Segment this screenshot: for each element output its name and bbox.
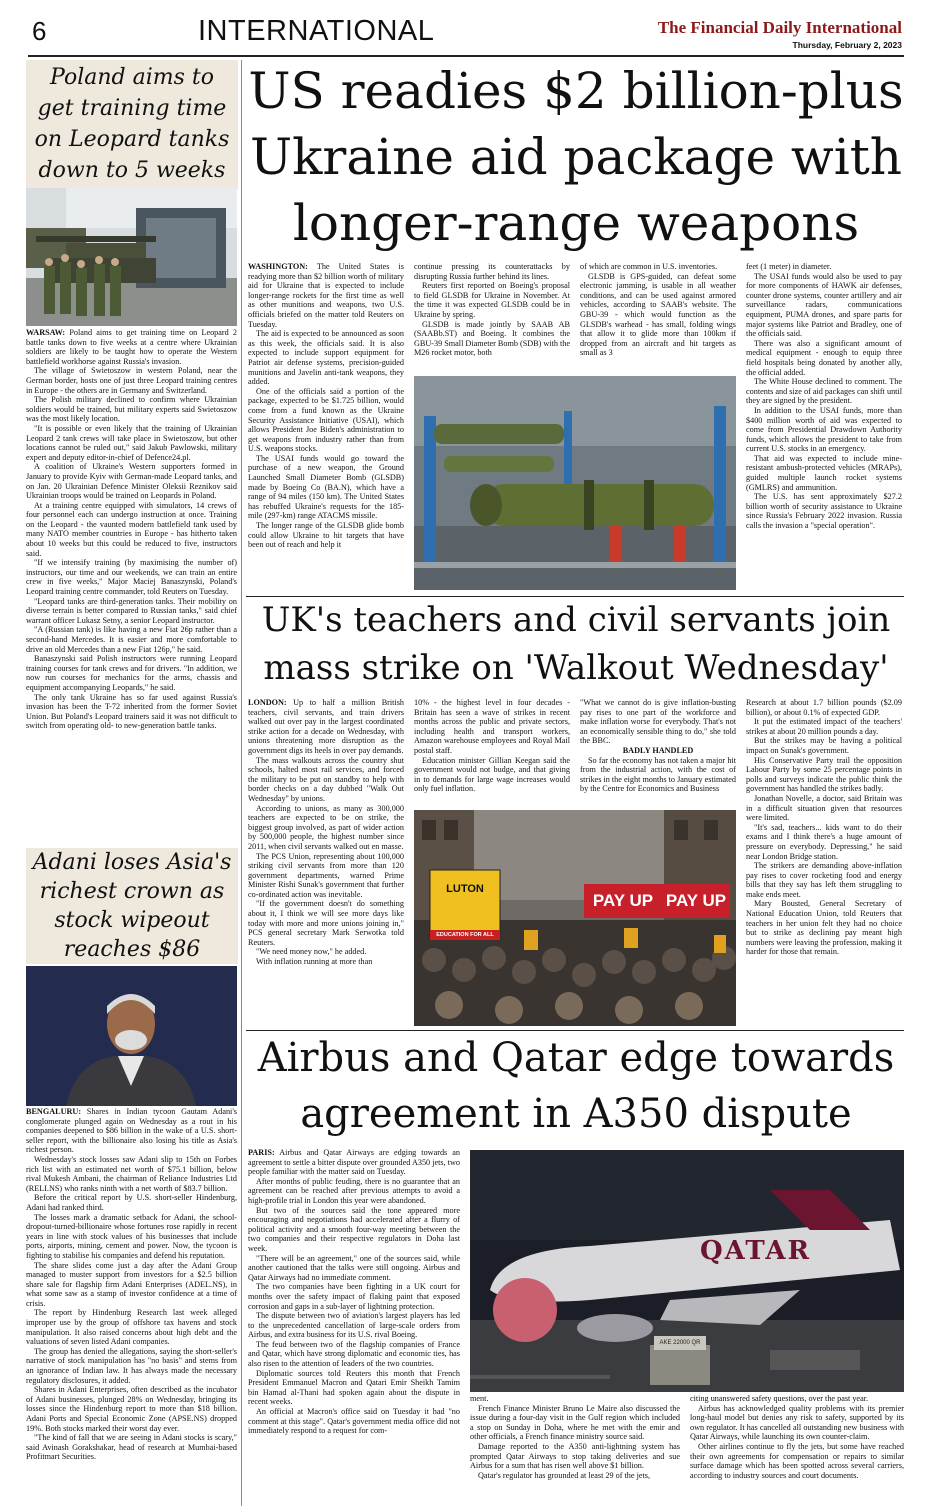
- uk-dateline: LONDON:: [248, 698, 287, 707]
- us-paragraph: The United States is readying more than $2 billion worth of military aid for Ukraine that is expected to include longer-range rockets for the first time as well as other munitions and weapons, two U.S. officials briefed on the matter told Reuters on Tuesday.: [248, 262, 404, 329]
- uk-paragraph: "What we cannot do is give inflation-busting pay rises to one part of the workforce and make inflation worse for everybody. That's not an economically sensible thing to do," she told the BBC.: [580, 698, 736, 746]
- us-col1: [248, 262, 404, 594]
- airbus-paragraph: "There will be an agreement," one of the sources said, while another cautioned that the talks were still ongoing. Airbus and Qatar Airways had no immediate comment.: [248, 1253, 460, 1282]
- poland-paragraph: A coalition of Ukraine's Western supporters formed in January to provide Kyiv with German-made Leopard tanks, and on Jan. 20 Ukrainian Defence Minister Oleksii Reznikov said Ukrainian troops would be trained on Leopards in Poland.: [26, 462, 237, 501]
- livery-text: QATAR: [700, 1236, 812, 1266]
- poland-paragraph: "It is possible or even likely that the training of Ukrainian Leopard 2 tank crews will take place in Swietoszow, but other locations cannot be ruled out," said Jakub Pawlowski, military expert and deputy editor-in-chief of Defence24.pl.: [26, 423, 237, 462]
- poland-paragraph: The only tank Ukraine has so far used against Russia's invasion has been the T-72 inherited from the former Soviet Union. But Poland's Leopard trainers said it was not difficult to switch from operating old- to new-generation battle tanks.: [26, 692, 237, 731]
- uk-paragraph: The strikers are demanding above-inflation pay rises to cover rocketing food and energy bills that they say has left them struggling to make ends meet.: [746, 861, 902, 899]
- missile-production-image: [414, 376, 736, 590]
- adani-paragraph: Shares in Indian tycoon Gautam Adani's conglomerate plunged again on Wednesday as a rout in his companies deepened to $86 billion in the wake of a U.S. short-seller report, with the billionaire also losing his title as Asia's richest person.: [26, 1107, 237, 1155]
- page-number: 6: [32, 16, 47, 46]
- cargo-container-label: AKE 22000 QR: [659, 1340, 701, 1346]
- airbus-photo: [470, 1150, 904, 1392]
- poland-body: [26, 328, 237, 848]
- paper-name: The Financial Daily International: [657, 18, 902, 37]
- poland-paragraph: At a training centre equipped with simulators, 14 crews of four personnel each can undergo instruction at once. Training on the Leopard - the vaunted modern battlefield tank used by many NATO member countries in Europe - has hitherto taken about 10 weeks but this could be reduced to five, instructors said.: [26, 500, 237, 558]
- uk-paragraph: "It's sad, teachers... kids want to do their exams and I think there's a huge amount of pressure on everybody. Depressing," he said near London Bridge station.: [746, 822, 902, 861]
- us-paragraph: feet (1 meter) in diameter.: [746, 262, 832, 271]
- uk-paragraph: With inflation running at more than: [256, 957, 373, 967]
- poland-paragraph: "If we intensify training (by maximising the number of) instructors, our time and our weekends, we can train an entire crew in five weeks," Major Maciej Banaszynski, Poland's Leopard training centre commander, told Reuters on Tuesday.: [26, 558, 237, 597]
- airbus-paragraph: Qatar's regulator has grounded at least 29 of the jets,: [478, 1470, 650, 1480]
- airbus-paragraph: The feud between two of the flagship companies of France and Qatar, which have strong diplomatic and economic ties, has also risen to the attention of leaders of the two countries.: [248, 1339, 460, 1369]
- poland-paragraph: Banaszynski said Polish instructors were running Leopard training courses for tank crews and for drivers. "In addition, we now run courses for mechanics for the arms, chassis and equipment accompanying Leopards," he said.: [26, 654, 237, 692]
- adani-portrait-image: [26, 966, 237, 1106]
- sign-text: PAY UP: [592, 891, 654, 910]
- uk-paragraph: It put the estimated impact of the teachers' strikes at about 20 million pounds a day.: [746, 717, 902, 736]
- uk-paragraph: His Conservative Party trail the opposition Labour Party by some 25 percentage points in polls and surveys indicate the public think the government has handled the strikes badly.: [746, 755, 902, 794]
- airbus-paragraph: Damage reported to the A350 anti-lightning system has prompted Qatar Airways to stop taking deliveries and sue Airbus for a sum that has risen well above $1 billion.: [470, 1441, 680, 1471]
- airbus-col3: [690, 1394, 904, 1506]
- us-paragraph: continue pressing its counterattacks by disrupting Russia further behind its lines.: [414, 262, 570, 281]
- poland-paragraph: "Leopard tanks are third-generation tanks. Their mobility on diverse terrain is better compared to Russian tanks," said chief warrant officer Lukasz Setny, a senior Leopard instructor.: [26, 596, 237, 625]
- airbus-headline: Airbus and Qatar edge towards agreement in A350 dispute: [257, 1035, 895, 1137]
- poland-headline: Poland aims to get training time on Leopard tanks down to 5 weeks: [34, 65, 230, 183]
- uk-paragraph: Mary Bousted, General Secretary of National Education Union, told Reuters that teachers in her union felt they had no choice but to strike as declining pay meant high numbers were leaving the profession, making it harder for those that remain.: [746, 899, 902, 957]
- uk-headline: UK's teachers and civil servants join mass strike on 'Walkout Wednesday': [261, 600, 891, 688]
- qatar-a350-image: [470, 1150, 904, 1392]
- us-paragraph: There was also a significant amount of medical equipment - enough to equip three field hospitals being donated by another ally, the official added.: [746, 338, 902, 377]
- adani-paragraph: The group has denied the allegations, saying the short-seller's narrative of stock manipulation has "no basis" and stems from an ignorance of Indian law. It has always made the necessary regulatory disclosures, it added.: [26, 1346, 237, 1385]
- us-paragraph: That aid was expected to include mine-resistant ambush-protected vehicles (MRAPs), guided multiple launch rocket systems (GMLRS) and ammunition.: [746, 453, 902, 492]
- us-paragraph: of which are common in U.S. inventories.: [580, 262, 718, 271]
- us-paragraph: The USAI funds would also be used to pay for more components of HAWK air defenses, counter drone systems, counter artillery and air surveillance radars, communications equipment, PUMA drones, and spare parts for major systems like Patriot and Bradley, one of the officials said.: [746, 271, 902, 339]
- adani-paragraph: The report by Hindenburg Research last week alleged improper use by the group of offshore tax havens and stock manipulation. It also raised concerns about high debt and the valuations of seven listed Adani companies.: [26, 1308, 237, 1347]
- airbus-paragraph: Other airlines continue to fly the jets, but some have reached their own agreements for compensation or repairs to similar surface damage which has been spotted across several carriers, according to industry sources and court documents.: [690, 1441, 904, 1480]
- us-col3: [580, 262, 736, 374]
- adani-photo: [26, 966, 237, 1106]
- uk-paragraph: "We need money now," he added.: [256, 947, 367, 957]
- sign-text: EDUCATION FOR ALL: [436, 932, 494, 938]
- airbus-paragraph: ment.: [470, 1394, 489, 1403]
- airbus-col1: [248, 1148, 460, 1506]
- uk-paragraph: Up to half a million British teachers, civil servants, and train drivers walked out over pay in the largest coordinated strike action for a decade on Wednesday, with unions threatening more disruption as the government digs its heels in over pay demands.: [248, 698, 405, 755]
- us-col2: [414, 262, 570, 374]
- adani-paragraph: Wednesday's stock losses saw Adani slip to 15th on Forbes rich list with an estimated net worth of $75.1 billion, below rival Mukesh Ambani, the chairman of Reliance Industries Ltd (RELI.NS) who ranks ninth with a net worth of $83.7 billion.: [26, 1154, 237, 1193]
- poland-photo: [26, 188, 237, 326]
- us-paragraph: The longer range of the GLSDB glide bomb could allow Ukraine to hit targets that have been out of reach and help it: [248, 521, 404, 550]
- sign-text: PAY UP: [665, 891, 727, 910]
- adani-headline: Adani loses Asia's richest crown as stock wipeout reaches $86: [32, 850, 232, 962]
- us-col4: [746, 262, 902, 594]
- sidebar-divider: [241, 60, 242, 1506]
- airbus-paragraph: French Finance Minister Bruno Le Maire also discussed the issue during a four-day visit in the Gulf region which included a stop on Sunday in Doha, where he met with the emir and other officials, a French finance ministry source said.: [470, 1403, 680, 1442]
- uk-col1: [248, 698, 404, 1026]
- uk-paragraph: Jonathan Novelle, a doctor, said Britain was in a difficult situation given that resources were limited.: [746, 793, 902, 823]
- poland-paragraph: "A (Russian tank) is like having a new Fiat 26p rather than a second-hand Mercedes. It is easier and more comfortable to drive an old Mercedes than a new Fiat 126p," he said.: [26, 625, 237, 654]
- uk-paragraph: According to unions, as many as 300,000 teachers are expected to be on strike, the biggest group involved, as part of wider action by 500,000 people, the highest number since 2011, when civil servants walked out en masse.: [248, 803, 404, 851]
- us-paragraph: The aid is expected to be announced as soon as this week, the officials said. It is also expected to include support equipment for Patriot air defense systems, precision-guided munitions and Javelin anti-tank weapons, they added.: [248, 329, 404, 387]
- strike-crowd-image: [414, 810, 736, 1026]
- masthead-rule: [28, 55, 904, 57]
- airbus-paragraph: But two of the sources said the tone appeared more encouraging and negotiations had accelerated after a flurry of political activity and a smooth four-way meeting between the two companies and their respective regulators in Doha last week.: [248, 1205, 460, 1253]
- us-paragraph: Reuters first reported on Boeing's proposal to field GLSDB for Ukraine in November. At the time it was expected GLSDB could be in Ukraine by spring.: [414, 281, 570, 319]
- sign-text: LUTON: [446, 883, 484, 895]
- uk-paragraph: Research at about 1.7 billion pounds ($2.09 billion), or about 0.1% of expected GDP.: [746, 698, 902, 717]
- airbus-paragraph: The dispute between two of aviation's largest players has led to the unprecedented cancellation of large-scale orders from Airbus, and extra business for its U.S. rival Boeing.: [248, 1311, 460, 1340]
- us-paragraph: The White House declined to comment. The contents and size of aid packages can shift until they are signed by the president.: [746, 377, 902, 406]
- us-paragraph: In addition to the USAI funds, more than $400 million worth of aid was expected to come from Presidential Drawdown Authority funds, which allows the president to take from current U.S. stocks in an emergency.: [746, 405, 902, 454]
- adani-paragraph: Shares in Adani Enterprises, often described as the incubator of Adani businesses, plunged 28% on Wednesday, bringing its losses since the Hindenburg report to more than $18 billion. Adani Ports and Special Economic Zone (APSE.NS) dropped 19%. Both stocks marked their worst day ever.: [26, 1385, 237, 1433]
- us-paragraph: The USAI funds would go toward the purchase of a new weapon, the Ground Launched Small Diameter Bomb (GLSDB) made by Boeing Co (BA.N), which have a range of 94 miles (150 km). The United States has rebuffed Ukraine's requests for the 185-mile (297-km) range ATACMS missile.: [248, 453, 404, 521]
- adani-dateline: BENGALURU:: [26, 1107, 82, 1116]
- airbus-paragraph: citing unanswered safety questions, over the past year.: [690, 1394, 869, 1403]
- section-title: INTERNATIONAL: [198, 15, 435, 47]
- airbus-paragraph: Diplomatic sources told Reuters this month that French President Emmanuel Macron and Qatari Emir Sheikh Tamim bin Hamad al-Thani had spoken again about the dispute in recent weeks.: [248, 1368, 460, 1407]
- poland-paragraph: The village of Swietoszow in western Poland, near the German border, hosts one of just three Leopard training centres in Europe - the others are in Germany and Switzerland.: [26, 366, 237, 395]
- airbus-paragraph: An official at Macron's office said on Tuesday it had "no comment at this stage". Qatar's government media office did not immediately respond to a request for com-: [248, 1407, 460, 1436]
- adani-paragraph: "The kind of fall that we are seeing in Adani stocks is scary," said Avinash Gorakshakar, head of research at Mumbai-based Profitmart Securities.: [26, 1433, 237, 1462]
- airbus-col2: [470, 1394, 680, 1506]
- us-paragraph: The U.S. has sent approximately $27.2 billion worth of security assistance to Ukraine since Russia's February 2022 invasion. Russia calls the invasion a "special operation".: [746, 492, 902, 531]
- uk-col4: [746, 698, 902, 1026]
- us-weapons-photo: [414, 376, 736, 590]
- uk-paragraph: So far the economy has not taken a major hit from the industrial action, with the cost of strikes in the eight months to January estimated by the Centre for Economics and Business: [580, 755, 736, 794]
- airbus-paragraph: Airbus and Qatar Airways are edging towards an agreement to settle a bitter dispute over grounded A350 jets, two people familiar with the matter said on Tuesday.: [248, 1148, 460, 1177]
- poland-tank-training-image: [26, 188, 237, 326]
- uk-paragraph: Education minister Gillian Keegan said the government would not budge, and that giving in to demands for large wage increases would only fuel inflation.: [414, 755, 570, 794]
- uk-paragraph: But the strikes may be having a political impact on Sunak's government.: [746, 736, 902, 755]
- airbus-paragraph: Airbus has acknowledged quality problems with its premier long-haul model but denies any risk to safety, supported by its own regulator. It has cancelled all outstanding new business with Qatar Airways, while launching its own counter-claim.: [690, 1403, 904, 1442]
- poland-paragraph: Poland aims to get training time on Leopard 2 battle tanks down to five weeks at a centre where Ukrainian soldiers are likely to be taught how to operate the Western battlefield workhorse against Russia's invasion.: [26, 328, 238, 366]
- uk-paragraph: The mass walkouts across the country shut schools, halted most rail services, and forced the military to be put on standby to help with border checks on a day dubbed "Walk Out Wednesday" by unions.: [248, 755, 404, 803]
- adani-paragraph: The share slides come just a day after the Adani Group managed to muster support from investors for a $2.5 billion share sale for flagship firm Adani Enterprises (ADEL.NS), in what some saw as a stamp of investor confidence at a time of crisis.: [26, 1260, 237, 1308]
- uk-paragraph: "If the government doesn't do something about it, I think we will see more days like today with more and more unions joining in," PCS general secretary Mark Serwotka told Reuters.: [248, 899, 404, 947]
- uk-strike-photo: [414, 810, 736, 1026]
- adani-body: [26, 1107, 237, 1507]
- airbus-paragraph: The two companies have been fighting in a UK court for months over the safety impact of flaking paint that exposed corrosion and gaps in a sub-layer of lightning protection.: [248, 1282, 460, 1311]
- us-dateline: WASHINGTON:: [248, 262, 308, 271]
- adani-paragraph: The losses mark a dramatic setback for Adani, the school-dropout-turned-billionaire whose fortunes rose rapidly in recent years in line with stock values of his businesses that include ports, airports, mining, cement and power. Now, the tycoon is fighting to stabilise his companies and defend his reputation.: [26, 1212, 237, 1260]
- uk-paragraph: The PCS Union, representing about 100,000 striking civil servants from more than 120 government departments, warned Prime Minister Rishi Sunak's government that further co-ordinated action was inevitable.: [248, 851, 404, 899]
- uk-col3: [580, 698, 736, 808]
- us-paragraph: One of the officials said a portion of the package, expected to be $1.725 billion, would come from a fund known as the Ukraine Security Assistance Initiative (USAI), which allows President Joe Biden's administration to get weapons from industry rather than from U.S. weapons stocks.: [248, 386, 404, 454]
- adani-paragraph: Before the critical report by U.S. short-seller Hindenburg, Adani had ranked third.: [26, 1193, 237, 1212]
- poland-dateline: WARSAW:: [26, 328, 66, 337]
- issue-date: Thursday, February 2, 2023: [792, 40, 902, 50]
- airbus-paragraph: After months of public feuding, there is no guarantee that an agreement can be reached after previous attempts to avoid a high-profile trial in London this year were abandoned.: [248, 1176, 460, 1205]
- us-paragraph: GLSDB is GPS-guided, can defeat some electronic jamming, is usable in all weather conditions, and can be used against armored vehicles, according to SAAB's website. The GBU-39 - which would function as the GLSDB's warhead - has small, folding wings that allow it to glide more than 100km if dropped from an aircraft and hit targets as small as 3: [580, 271, 736, 358]
- uk-subhead: BADLY HANDLED: [622, 745, 694, 755]
- poland-paragraph: The Polish military declined to confirm where Ukrainian soldiers would be trained, but military experts said Swietoszow was the most likely location.: [26, 395, 237, 424]
- us-headline: US readies $2 billion-plus Ukraine aid package with longer-range weapons: [248, 62, 904, 252]
- airbus-dateline: PARIS:: [248, 1148, 275, 1157]
- uk-paragraph: 10% - the highest level in four decades - Britain has seen a wave of strikes in recent months across the public and private sectors, including health and transport workers, Amazon warehouse employees and Royal Mail postal staff.: [414, 698, 570, 755]
- us-paragraph: GLSDB is made jointly by SAAB AB (SAABb.ST) and Boeing. It combines the GBU-39 Small Diameter Bomb (SDB) with the M26 rocket motor, both: [414, 319, 571, 358]
- uk-col2: [414, 698, 570, 808]
